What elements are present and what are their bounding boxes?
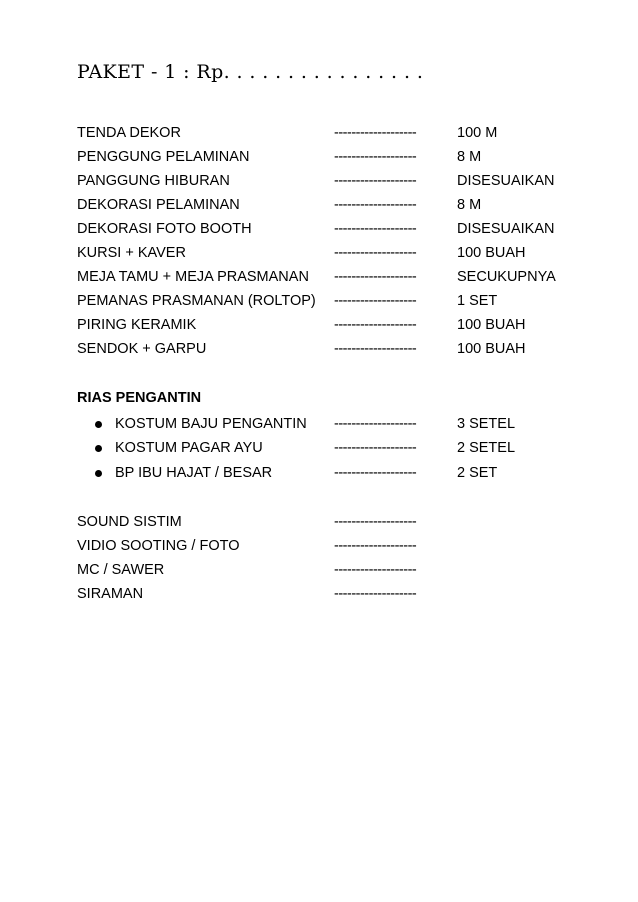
list-item — [0, 313, 638, 337]
item-dashes: ------------------- — [334, 586, 417, 602]
list-item — [0, 510, 638, 534]
item-name: PANGGUNG HIBURAN — [77, 173, 230, 189]
item-name: MEJA TAMU + MEJA PRASMANAN — [77, 269, 309, 285]
bullet-icon — [95, 421, 102, 428]
item-value: DISESUAIKAN — [457, 221, 555, 237]
item-dashes: ------------------- — [334, 293, 417, 309]
item-dashes: ------------------- — [334, 317, 417, 333]
item-dashes: ------------------- — [334, 514, 417, 530]
item-value: 1 SET — [457, 293, 498, 309]
list-item — [0, 217, 638, 241]
item-dashes: ------------------- — [334, 416, 417, 432]
item-name: PIRING KERAMIK — [77, 317, 197, 333]
item-value: DISESUAIKAN — [457, 173, 555, 189]
list-item — [0, 436, 638, 460]
bullet-icon — [95, 470, 102, 477]
list-item — [0, 169, 638, 193]
item-dashes: ------------------- — [334, 125, 417, 141]
list-item — [0, 337, 638, 361]
item-name: BP IBU HAJAT / BESAR — [115, 465, 273, 481]
item-name: SIRAMAN — [77, 586, 144, 602]
item-dashes: ------------------- — [334, 465, 417, 481]
item-value: 2 SETEL — [457, 440, 516, 456]
item-dashes: ------------------- — [334, 173, 417, 189]
item-name: MC / SAWER — [77, 562, 165, 578]
item-name: KURSI + KAVER — [77, 245, 186, 261]
item-name: SOUND SISTIM — [77, 514, 182, 530]
item-name: PENGGUNG PELAMINAN — [77, 149, 250, 165]
item-dashes: ------------------- — [334, 269, 417, 285]
item-name: DEKORASI FOTO BOOTH — [77, 221, 252, 237]
item-name: DEKORASI PELAMINAN — [77, 197, 240, 213]
item-value: 100 M — [457, 125, 498, 141]
item-dashes: ------------------- — [334, 245, 417, 261]
item-dashes: ------------------- — [334, 440, 417, 456]
bullet-icon — [95, 445, 102, 452]
item-dashes: ------------------- — [334, 149, 417, 165]
list-item — [0, 582, 638, 606]
list-item — [0, 558, 638, 582]
list-item — [0, 412, 638, 436]
list-item — [0, 265, 638, 289]
item-dashes: ------------------- — [334, 341, 417, 357]
list-item — [0, 289, 638, 313]
list-item — [0, 145, 638, 169]
list-item — [0, 121, 638, 145]
item-name: VIDIO SOOTING / FOTO — [77, 538, 240, 554]
item-value: SECUKUPNYA — [457, 269, 556, 285]
item-dashes: ------------------- — [334, 538, 417, 554]
item-value: 2 SET — [457, 465, 498, 481]
item-value: 8 M — [457, 197, 482, 213]
item-name: TENDA DEKOR — [77, 125, 181, 141]
item-dashes: ------------------- — [334, 562, 417, 578]
item-value: 100 BUAH — [457, 341, 526, 357]
list-item — [0, 461, 638, 485]
item-name: PEMANAS PRASMANAN (ROLTOP) — [77, 293, 316, 309]
item-name: KOSTUM BAJU PENGANTIN — [115, 416, 307, 432]
page-title: PAKET - 1 : Rp. . . . . . . . . . . . . . . . — [77, 61, 424, 83]
item-value: 8 M — [457, 149, 482, 165]
item-dashes: ------------------- — [334, 197, 417, 213]
list-item — [0, 534, 638, 558]
item-value: 3 SETEL — [457, 416, 516, 432]
item-name: KOSTUM PAGAR AYU — [115, 440, 263, 456]
item-name: SENDOK + GARPU — [77, 341, 207, 357]
item-value: 100 BUAH — [457, 245, 526, 261]
list-item — [0, 193, 638, 217]
section-heading-rias: RIAS PENGANTIN — [77, 390, 202, 406]
list-item — [0, 241, 638, 265]
item-value: 100 BUAH — [457, 317, 526, 333]
item-dashes: ------------------- — [334, 221, 417, 237]
